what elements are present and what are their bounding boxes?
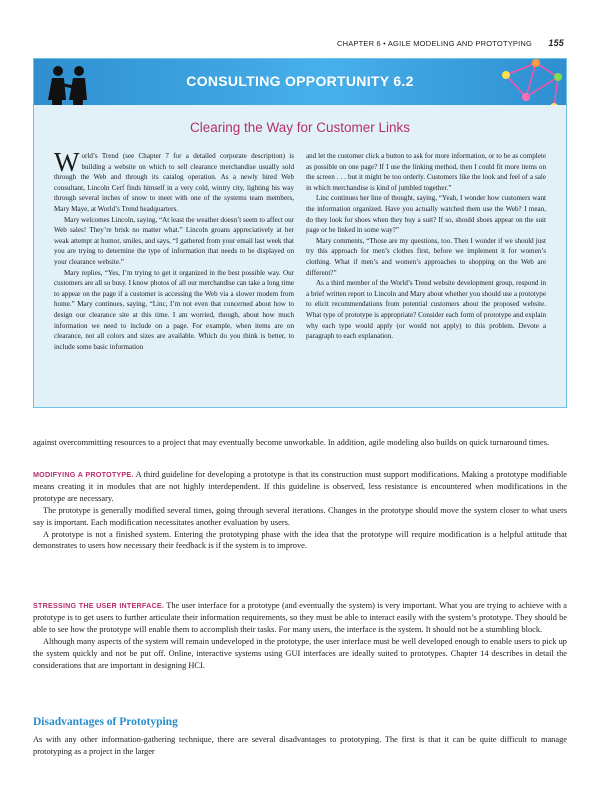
box-paragraph: World’s Trend (see Chapter 7 for a detailed corporate description) is building a website on which to sell clearance merchandise usually sold through the Web and through its catalog operation. As a newly hired Web consultant, Lincoln Cerf finds himself in a very cold, wintry city, lighting his way through several inches of snow to meet with one of the systems team members, Mary Maye, at World’s Trend headquarters.	[54, 147, 294, 213]
box-paragraph: Linc continues her line of thought, saying, “Yeah, I wonder how customers want the information organized. Have you actually watched them use the Web? I mean, do they look for shoes when they buy a suit? If so, should shoes appear on the suit page or be linked in some way?”	[306, 194, 546, 235]
body-paragraph: MODIFYING A PROTOTYPE. A third guideline for developing a prototype is that its construction must support modifications. Making a prototype modifiable means creating it in modules that are not highly interdependent. If this guideline is observed, less resistance is encountered when modifications in the prototype are necessary.	[33, 470, 567, 503]
intro-text	[33, 437, 567, 449]
box-subtitle: Clearing the Way for Customer Links	[189, 120, 411, 135]
body-paragraph: against overcommitting resources to a project that may eventually become unworkable. In addition, agile modeling also builds on quick turnaround times.	[33, 438, 550, 447]
network-nodes-icon	[496, 59, 566, 105]
box-title-band	[34, 59, 566, 105]
section-user-interface	[33, 600, 567, 671]
box-paragraph: Mary comments, “Those are my questions, too. Then I wonder if we should just try this approach for men’s clothes first, before we implement it for women’s clothing. What if men’s and women’s approaches to shopping on the Web are different?”	[306, 236, 546, 277]
box-right-column	[306, 151, 546, 395]
closing-text	[33, 734, 567, 758]
body-paragraph: STRESSING THE USER INTERFACE. The user interface for a prototype (and eventually the system) is very important. What you are trying to achieve with a prototype is to get users to further articulate their information requirements, so they must be able to interact easily with the system’s prototype. They should be able to see how the prototype will enable them to accomplish their tasks. For many users, the interface is the system. It should not be a stumbling block.	[33, 601, 567, 634]
running-head	[0, 38, 564, 48]
runin-heading: STRESSING THE USER INTERFACE.	[33, 601, 165, 610]
drop-cap: W	[54, 147, 80, 177]
body-paragraph: The prototype is generally modified several times, going through several iterations. Changes in the prototype should move the system closer to what users say is important. Each modification necessitates another evaluation by users.	[33, 505, 567, 527]
box-title: CONSULTING OPPORTUNITY 6.2	[186, 73, 414, 89]
section-heading: Disadvantages of Prototyping	[33, 716, 178, 728]
consulting-opportunity-box	[33, 58, 567, 408]
runin-heading: MODIFYING A PROTOTYPE.	[33, 470, 134, 479]
box-columns	[54, 147, 546, 395]
box-paragraph: and let the customer click a button to ask for more information, or to be as complete as possible on one page? If I use the linking method, then I could fit more items on the screen . . . but it might be too orderly. Customers like the look and feel of a sale in which merchandise is kind of jumbled together.”	[306, 152, 546, 192]
chapter-title: CHAPTER 6 • AGILE MODELING AND PROTOTYPING	[336, 39, 533, 48]
body-paragraph: Although many aspects of the system will remain undeveloped in the prototype, the user interface must be well developed enough to enable users to pick up the system quickly and not be put off. Online, interactive systems using GUI interfaces are ideally suited to prototypes. Chapter 14 describes in detail the considerations that are important in designing HCI.	[33, 636, 567, 670]
page-number: 155	[548, 38, 564, 48]
box-left-column	[54, 147, 294, 395]
section-modifying-prototype	[33, 469, 567, 552]
body-paragraph: A prototype is not a finished system. Entering the prototyping phase with the idea that the prototype will require modification is a helpful attitude that demonstrates to users how necessary their feedback is if the system is to improve.	[33, 529, 567, 551]
box-paragraph: As a third member of the World’s Trend website development group, respond in a brief written report to Lincoln and Mary about whether you should use a prototype to elicit recommendations from potential customers about the proposed website. What type of prototype is appropriate? Consider each form of prototype and explain why each type would apply (or would not apply) to this problem. Devote a paragraph to each explanation.	[306, 279, 546, 341]
box-paragraph: Mary replies, “Yes, I’m trying to get it organized in the best possible way. Our customers are all so busy. I know photos of all our merchandise can take a long time to appear on the page if a customer is accessing the Web via a slower modem from home.” Mary continues, saying, “Linc, I’m not even that concerned about how to design our clearance site at this time. I am worried, though, about how much information we need to include on a page. For example, when items are on clearance, not all colors and sizes are available. Which do you think is better, to include some basic information	[54, 268, 294, 351]
box-paragraph: Mary welcomes Lincoln, saying, “At least the weather doesn’t seem to affect our Web sales! They’re brisk no matter what.” Lincoln groans appreciatively at her weak attempt at humor, smiles, and says, “I gathered from your email last week that you are trying to determine the type of information that needs to be displayed on your clearance website.”	[54, 215, 294, 266]
body-paragraph: As with any other information-gathering technique, there are several disadvantages to prototyping. The first is that it can be quite difficult to manage prototyping as a project in the larger	[33, 735, 567, 756]
